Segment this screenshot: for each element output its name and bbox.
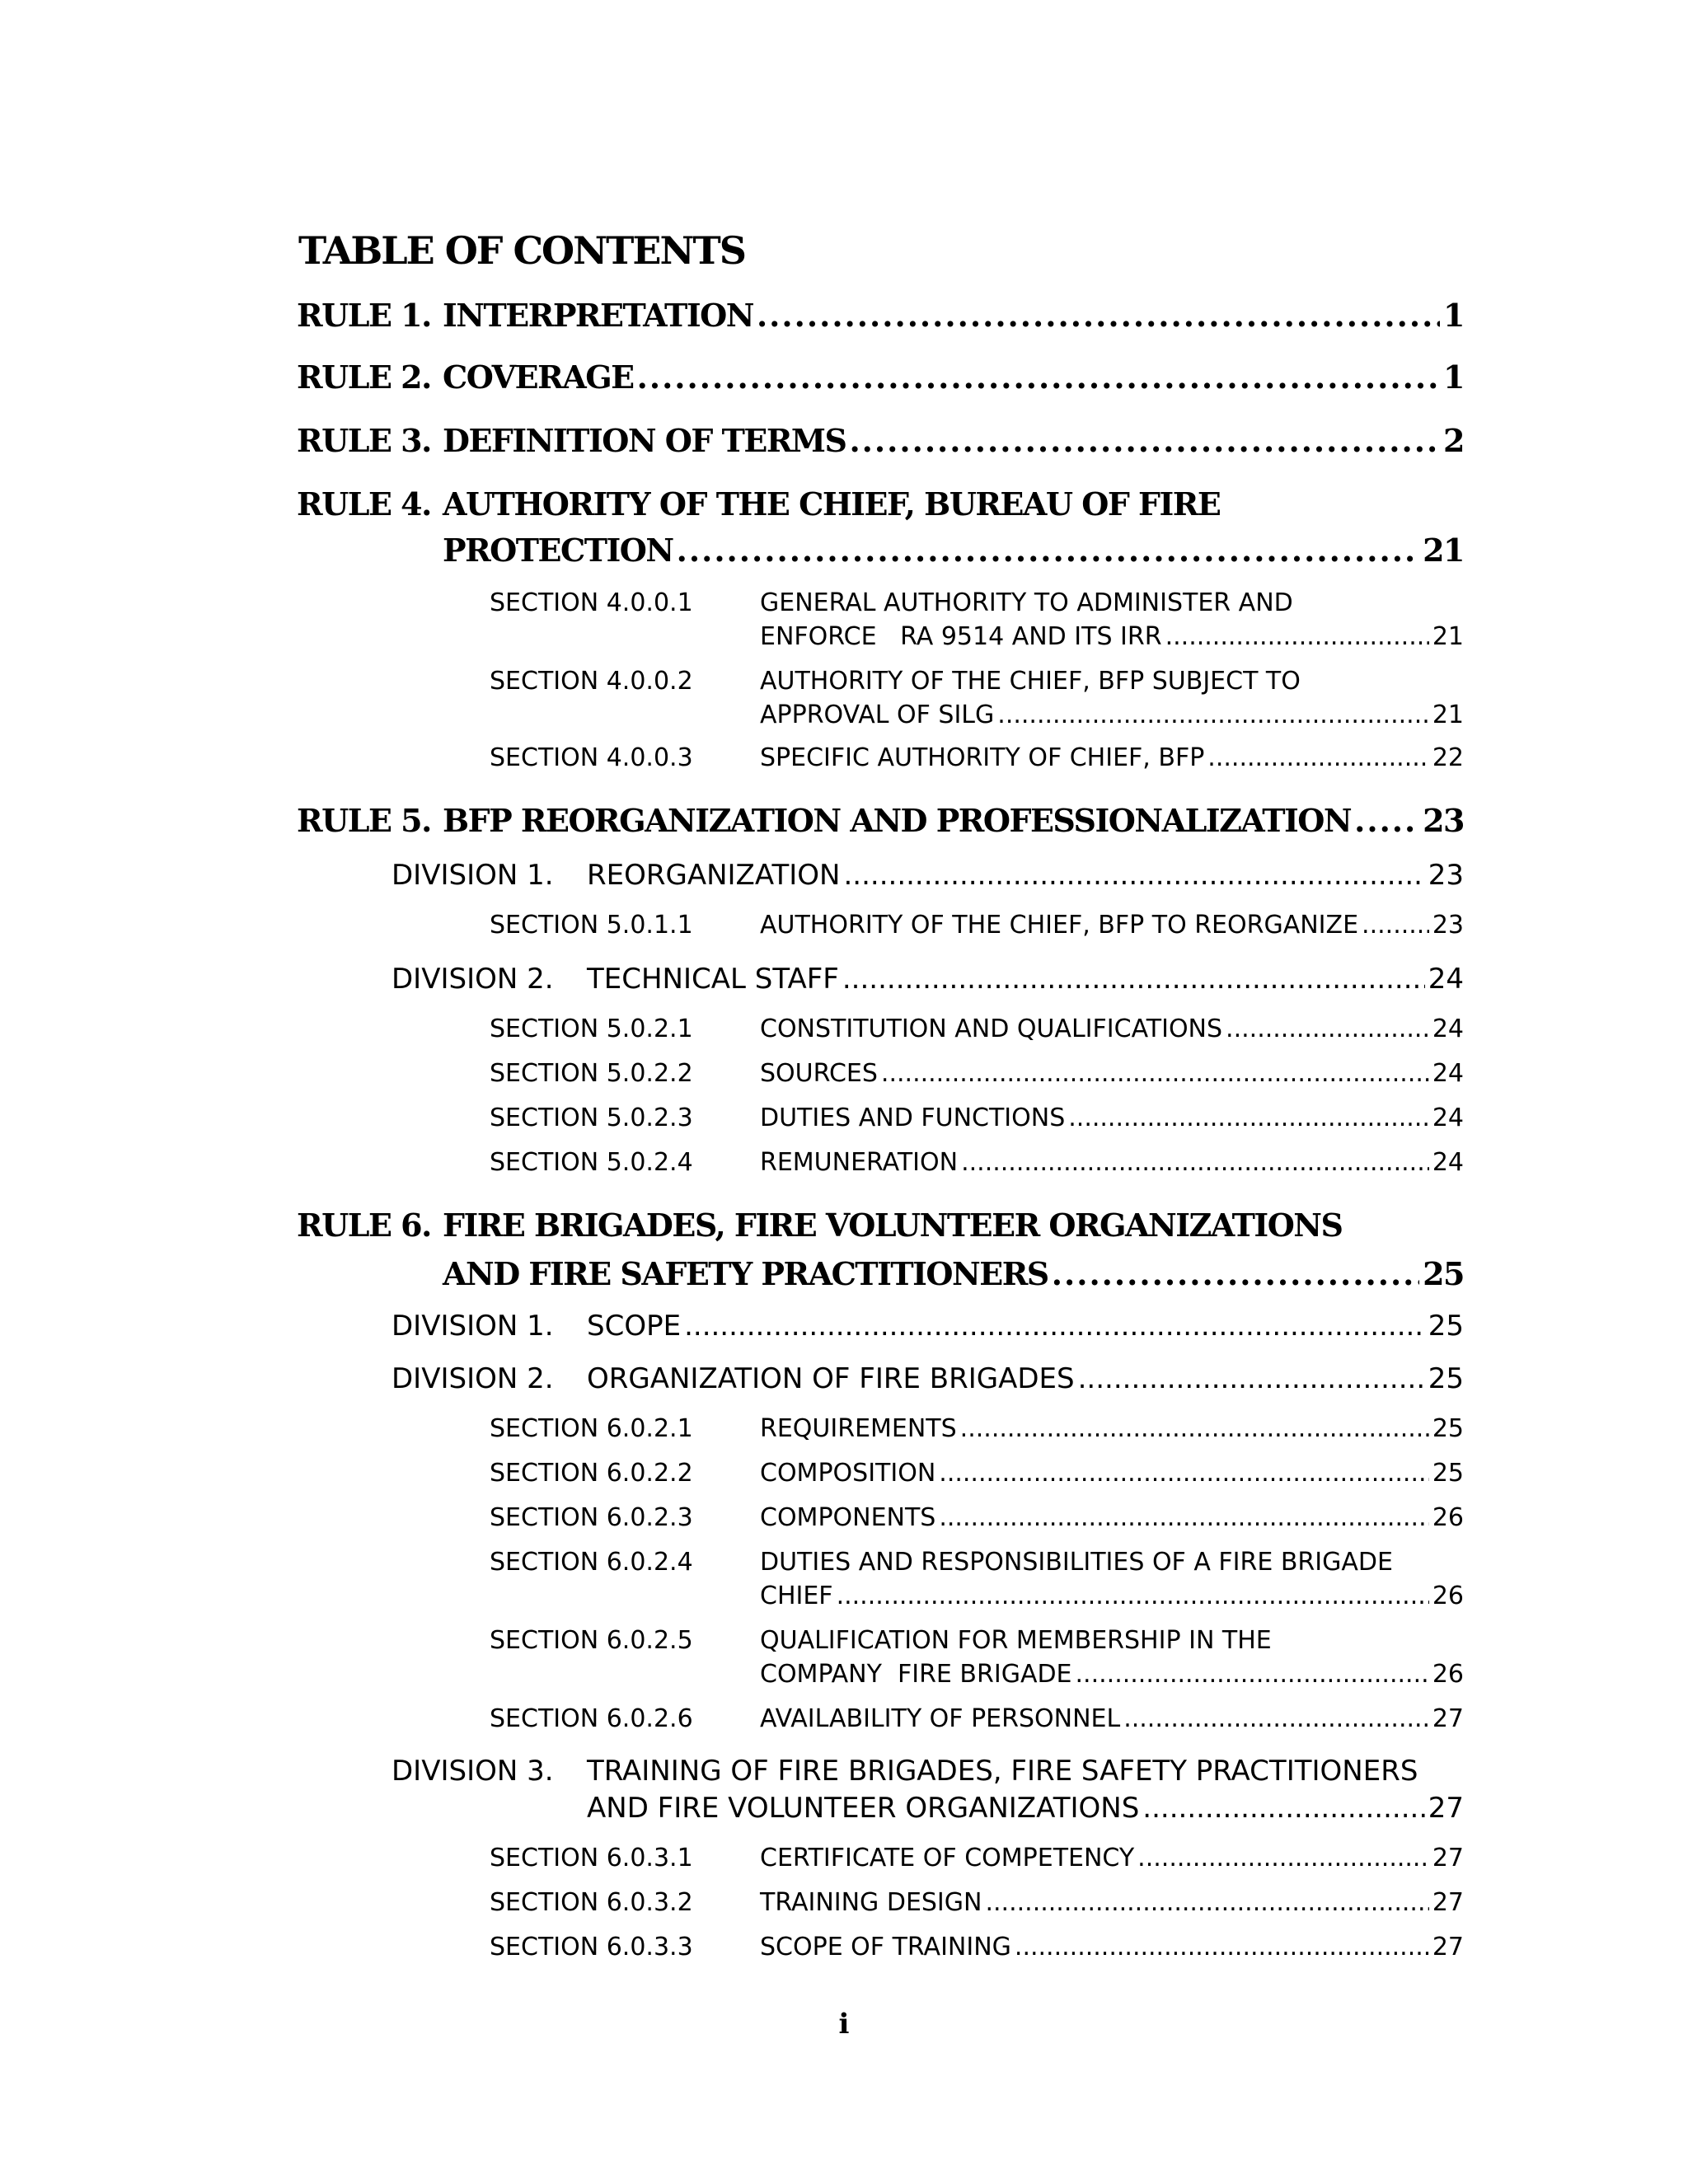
section-label: SECTION 6.0.2.2 [490, 1459, 693, 1488]
section-label: SECTION 6.0.2.6 [490, 1704, 693, 1733]
toc-entry-section-4-0-0-1[interactable] [760, 620, 1464, 654]
dot-leader [997, 698, 1429, 733]
dot-leader [1123, 1702, 1429, 1736]
section-label: SECTION 6.0.2.3 [490, 1503, 693, 1532]
toc-entry-rule-6[interactable] [443, 1249, 1464, 1299]
rule-title-line-2: PROTECTION [443, 532, 673, 569]
division-title-line-2: AND FIRE VOLUNTEER ORGANIZATIONS [587, 1792, 1140, 1825]
page-ref: 23 [1428, 859, 1464, 892]
division-label: DIVISION 3. [392, 1755, 554, 1788]
rule-title-line-1[interactable]: FIRE BRIGADES, FIRE VOLUNTEER ORGANIZATIONS [443, 1207, 1343, 1244]
toc-entry-rule-6-division-3[interactable] [587, 1788, 1464, 1828]
section-title-line-1[interactable]: GENERAL AUTHORITY TO ADMINISTER AND [760, 588, 1293, 617]
dot-leader [1142, 1788, 1424, 1828]
section-label: SECTION 5.0.2.3 [490, 1104, 693, 1132]
page-ref: 24 [1428, 963, 1464, 996]
page-ref: 25 [1432, 1459, 1464, 1488]
dot-leader [849, 416, 1440, 466]
toc-entry-rule-5-division-1[interactable] [587, 855, 1464, 895]
division-title: REORGANIZATION [587, 859, 841, 892]
page-ref: 2 [1443, 422, 1464, 459]
section-label: SECTION 6.0.3.3 [490, 1933, 693, 1961]
section-title-line-1[interactable]: DUTIES AND RESPONSIBILITIES OF A FIRE BRIGADE [760, 1548, 1393, 1577]
page-ref: 27 [1432, 1704, 1464, 1733]
rule-title: DEFINITION OF TERMS [443, 422, 846, 459]
toc-entry-section-6-0-2-5[interactable] [760, 1657, 1464, 1692]
dot-leader [684, 1306, 1425, 1346]
dot-leader [1362, 908, 1429, 943]
toc-entry-rule-5[interactable] [443, 796, 1464, 846]
dot-leader [1226, 1012, 1429, 1047]
section-title: COMPONENTS [760, 1503, 936, 1532]
section-title-line-1[interactable]: AUTHORITY OF THE CHIEF, BFP SUBJECT TO [760, 667, 1301, 696]
rule-label: RULE 3. [297, 422, 431, 459]
toc-entry-section-6-0-3-3[interactable] [760, 1930, 1464, 1965]
rule-title-line-2: AND FIRE SAFETY PRACTITIONERS [443, 1255, 1048, 1292]
page-ref: 24 [1432, 1059, 1464, 1088]
toc-entry-rule-5-division-2[interactable] [587, 959, 1464, 999]
section-title: SPECIFIC AUTHORITY OF CHIEF, BFP [760, 743, 1205, 772]
toc-entry-rule-3[interactable] [443, 416, 1464, 466]
dot-leader [842, 959, 1425, 999]
section-title-line-2: ENFORCE RA 9514 AND ITS IRR [760, 622, 1162, 651]
toc-entry-section-5-0-2-4[interactable] [760, 1146, 1464, 1180]
section-title: AVAILABILITY OF PERSONNEL [760, 1704, 1121, 1733]
division-title: SCOPE [587, 1310, 682, 1343]
page-title: TABLE OF CONTENTS [298, 228, 745, 273]
section-label: SECTION 6.0.2.5 [490, 1626, 693, 1655]
dot-leader [939, 1501, 1428, 1535]
division-label: DIVISION 1. [392, 1310, 554, 1343]
section-title: SOURCES [760, 1059, 878, 1088]
division-title: TECHNICAL STAFF [587, 963, 839, 996]
section-title-line-1[interactable]: QUALIFICATION FOR MEMBERSHIP IN THE [760, 1626, 1272, 1655]
toc-entry-section-5-0-2-3[interactable] [760, 1101, 1464, 1136]
rule-label: RULE 2. [297, 359, 431, 396]
dot-leader [1165, 620, 1429, 654]
section-title: AUTHORITY OF THE CHIEF, BFP TO REORGANIZE [760, 911, 1359, 940]
section-label: SECTION 4.0.0.3 [490, 743, 693, 772]
toc-entry-section-5-0-2-1[interactable] [760, 1012, 1464, 1047]
dot-leader [1052, 1249, 1419, 1299]
page-ref: 25 [1432, 1414, 1464, 1443]
dot-leader [1015, 1930, 1429, 1965]
section-label: SECTION 6.0.3.2 [490, 1888, 693, 1917]
dot-leader [985, 1886, 1428, 1920]
section-label: SECTION 6.0.2.4 [490, 1548, 693, 1577]
dot-leader [1207, 741, 1429, 776]
toc-entry-section-6-0-3-2[interactable] [760, 1886, 1464, 1920]
rule-title: INTERPRETATION [443, 297, 753, 334]
page-ref: 1 [1443, 359, 1464, 396]
toc-entry-section-6-0-2-2[interactable] [760, 1456, 1464, 1491]
toc-entry-rule-1[interactable] [443, 291, 1464, 340]
page-ref: 26 [1432, 1503, 1464, 1532]
page-ref: 1 [1443, 297, 1464, 334]
division-label: DIVISION 1. [392, 859, 554, 892]
section-title: SCOPE OF TRAINING [760, 1933, 1011, 1961]
page-ref: 23 [1423, 802, 1464, 839]
page-ref: 24 [1432, 1015, 1464, 1043]
page-ref: 23 [1432, 911, 1464, 940]
section-label: SECTION 5.0.2.1 [490, 1015, 693, 1043]
rule-label: RULE 5. [297, 802, 431, 839]
rule-label: RULE 4. [297, 485, 431, 523]
section-title-line-2: COMPANY FIRE BRIGADE [760, 1660, 1072, 1689]
page-ref: 26 [1432, 1582, 1464, 1610]
section-title-line-2: APPROVAL OF SILG [760, 701, 995, 729]
page-ref: 26 [1432, 1660, 1464, 1689]
toc-entry-rule-6-division-1[interactable] [587, 1306, 1464, 1346]
dot-leader [881, 1057, 1429, 1091]
section-title: COMPOSITION [760, 1459, 936, 1488]
dot-leader [1137, 1841, 1429, 1876]
toc-entry-rule-6-division-2[interactable] [587, 1359, 1464, 1399]
toc-entry-section-6-0-2-6[interactable] [760, 1702, 1464, 1736]
dot-leader [960, 1412, 1429, 1446]
section-label: SECTION 5.0.1.1 [490, 911, 693, 940]
page-ref: 22 [1432, 743, 1464, 772]
dot-leader [939, 1456, 1429, 1491]
page-ref: 27 [1432, 1888, 1464, 1917]
section-label: SECTION 5.0.2.4 [490, 1148, 693, 1177]
dot-leader [1354, 796, 1419, 846]
page-ref: 21 [1432, 622, 1464, 651]
section-title: CONSTITUTION AND QUALIFICATIONS [760, 1015, 1223, 1043]
section-label: SECTION 4.0.0.2 [490, 667, 693, 696]
toc-entry-section-6-0-2-3[interactable] [760, 1501, 1464, 1535]
rule-title-line-1[interactable]: AUTHORITY OF THE CHIEF, BUREAU OF FIRE [443, 485, 1221, 523]
toc-entry-rule-4[interactable] [443, 526, 1464, 575]
section-label: SECTION 6.0.2.1 [490, 1414, 693, 1443]
page-ref: 25 [1428, 1310, 1464, 1343]
page-ref: 21 [1432, 701, 1464, 729]
division-title: ORGANIZATION OF FIRE BRIGADES [587, 1362, 1075, 1395]
division-label: DIVISION 2. [392, 963, 554, 996]
page-ref: 27 [1432, 1844, 1464, 1872]
toc-entry-section-5-0-2-2[interactable] [760, 1057, 1464, 1091]
dot-leader [1068, 1101, 1429, 1136]
section-title: REQUIREMENTS [760, 1414, 957, 1443]
page-ref: 27 [1432, 1933, 1464, 1961]
toc-entry-section-6-0-3-1[interactable] [760, 1841, 1464, 1876]
rule-label: RULE 1. [297, 297, 431, 334]
section-title: TRAINING DESIGN [760, 1888, 982, 1917]
page-ref: 21 [1423, 532, 1464, 569]
section-title: CERTIFICATE OF COMPETENCY [760, 1844, 1135, 1872]
section-title: DUTIES AND FUNCTIONS [760, 1104, 1066, 1132]
page-ref: 25 [1423, 1255, 1464, 1292]
dot-leader [637, 353, 1440, 402]
rule-title: BFP REORGANIZATION AND PROFESSIONALIZATION [443, 802, 1352, 839]
toc-entry-section-4-0-0-3[interactable] [760, 741, 1464, 776]
page-ref: 24 [1432, 1104, 1464, 1132]
page-ref: 27 [1428, 1792, 1464, 1825]
section-title: REMUNERATION [760, 1148, 959, 1177]
toc-entry-section-6-0-2-1[interactable] [760, 1412, 1464, 1446]
dot-leader [1076, 1657, 1429, 1692]
page-ref: 24 [1432, 1148, 1464, 1177]
dot-leader [677, 526, 1419, 575]
toc-entry-section-4-0-0-2[interactable] [760, 698, 1464, 733]
division-label: DIVISION 2. [392, 1362, 554, 1395]
section-label: SECTION 6.0.3.1 [490, 1844, 693, 1872]
dot-leader [757, 291, 1440, 340]
page-number: i [838, 2008, 850, 2041]
dot-leader [837, 1579, 1429, 1614]
rule-label: RULE 6. [297, 1207, 431, 1244]
page-ref: 25 [1428, 1362, 1464, 1395]
toc-entry-section-5-0-1-1[interactable] [760, 908, 1464, 943]
division-title-line-1[interactable]: TRAINING OF FIRE BRIGADES, FIRE SAFETY PRACTITIONERS [587, 1755, 1418, 1788]
rule-title: COVERAGE [443, 359, 634, 396]
section-label: SECTION 4.0.0.1 [490, 588, 693, 617]
dot-leader [1078, 1359, 1425, 1399]
toc-entry-section-6-0-2-4[interactable] [760, 1579, 1464, 1614]
dot-leader [843, 855, 1424, 895]
section-label: SECTION 5.0.2.2 [490, 1059, 693, 1088]
section-title-line-2: CHIEF [760, 1582, 833, 1610]
dot-leader [961, 1146, 1429, 1180]
toc-entry-rule-2[interactable] [443, 353, 1464, 402]
